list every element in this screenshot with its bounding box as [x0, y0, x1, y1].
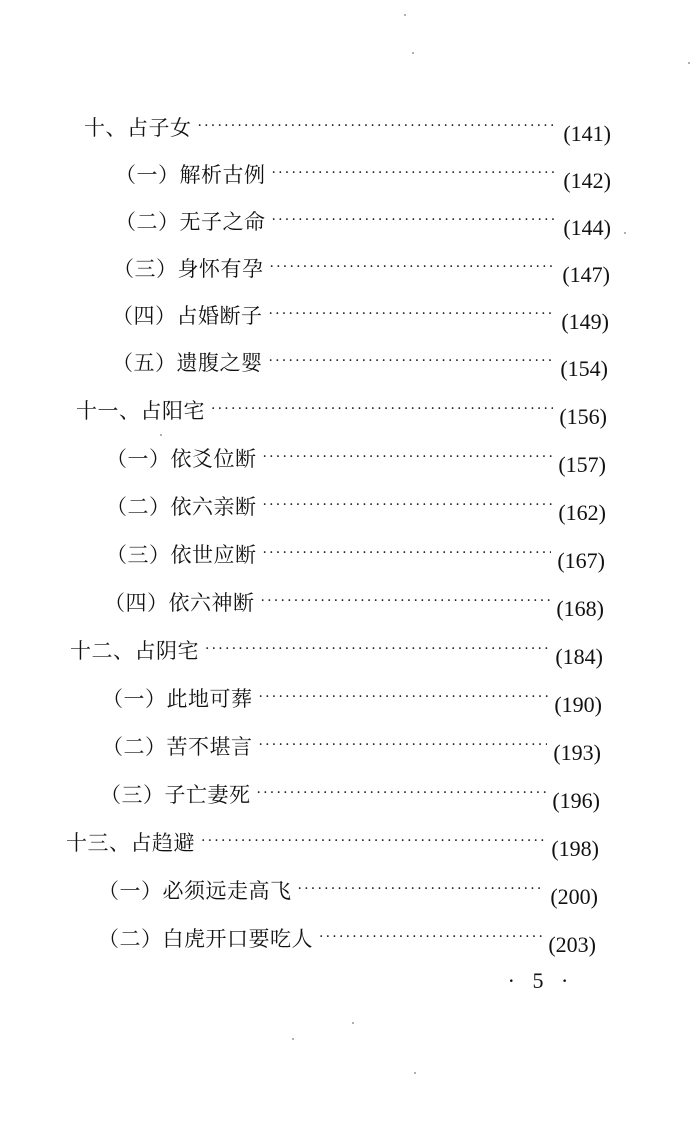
dot-leader [319, 926, 542, 948]
dot-leader [257, 782, 547, 804]
toc-entry [106, 540, 605, 573]
toc-entry-title: （一）依爻位断 [106, 447, 257, 471]
dot-leader [263, 542, 552, 564]
toc-entry-page: (196) [552, 788, 600, 813]
toc-entry [102, 732, 601, 765]
toc-entry [84, 113, 611, 146]
toc-entry-page: (190) [554, 692, 602, 717]
toc-entry-title: （三）身怀有孕 [113, 257, 264, 281]
toc-entry [98, 924, 596, 957]
page-number: · 5 · [507, 968, 575, 993]
toc-entry-title: （二）无子之命 [115, 210, 266, 234]
toc-entry-title: （一）必须远走高飞 [98, 879, 292, 903]
toc-entry [106, 492, 606, 525]
scan-speck [352, 1022, 354, 1024]
dot-leader [269, 303, 556, 325]
toc-entry-title: 十二、占阴宅 [70, 639, 199, 663]
dot-leader [259, 734, 548, 756]
toc-entry [102, 684, 602, 717]
toc-entry-title: 十三、占趋避 [66, 831, 195, 855]
dot-leader [272, 209, 558, 231]
scan-speck [624, 232, 626, 234]
toc-entry-page: (198) [551, 836, 599, 861]
toc-entry-title: （二）依六亲断 [106, 495, 257, 519]
toc-entry-title: （三）依世应断 [106, 543, 257, 567]
dot-leader [198, 115, 558, 137]
dot-leader [201, 830, 545, 852]
toc-entry [112, 301, 609, 334]
toc-entry-title: 十、占子女 [84, 116, 192, 140]
scan-speck [414, 1072, 416, 1074]
toc-entry-title: （五）遗腹之婴 [112, 351, 263, 375]
dot-leader [263, 494, 553, 516]
toc-entry [113, 254, 610, 287]
dot-leader [205, 638, 549, 660]
toc-entry-page: (157) [558, 452, 606, 477]
dot-leader [263, 446, 553, 468]
scan-speck [688, 62, 690, 64]
toc-entry [106, 444, 606, 477]
toc-entry-page: (154) [560, 356, 608, 381]
scan-speck [404, 14, 406, 16]
scan-speck [292, 1038, 294, 1040]
scan-speck [412, 52, 414, 54]
toc-entry [76, 396, 607, 429]
toc-entry-page: (184) [555, 644, 603, 669]
toc-entry-title: （二）苦不堪言 [102, 735, 253, 759]
toc-entry-title: （一）此地可葬 [102, 687, 253, 711]
toc-entry [66, 828, 599, 861]
toc-entry-page: (149) [561, 309, 609, 334]
toc-entry-page: (141) [563, 121, 611, 146]
toc-entry-title: （一）解析古例 [115, 163, 266, 187]
toc-entry [70, 636, 603, 669]
toc-entry-page: (144) [563, 215, 611, 240]
toc-entry [112, 348, 608, 381]
toc-entry-page: (168) [556, 596, 604, 621]
toc-entry [115, 207, 611, 240]
toc-entry-title: （四）占婚断子 [112, 304, 263, 328]
toc-entry-page: (147) [562, 262, 610, 287]
toc-entry-title: （三）子亡妻死 [100, 783, 251, 807]
toc-entry-page: (156) [559, 404, 607, 429]
dot-leader [211, 398, 553, 420]
dot-leader [259, 686, 549, 708]
dot-leader [261, 590, 551, 612]
toc-entry-title: （二）白虎开口要吃人 [98, 927, 313, 951]
toc-entry-page: (200) [550, 884, 598, 909]
toc-entry-title: （四）依六神断 [104, 591, 255, 615]
dot-leader [298, 878, 545, 900]
toc-entry-page: (167) [557, 548, 605, 573]
toc-entry-page: (162) [558, 500, 606, 525]
toc-entry [104, 588, 604, 621]
dot-leader [269, 350, 555, 372]
dot-leader [270, 256, 557, 278]
toc-entry [98, 876, 598, 909]
toc-entry-page: (203) [548, 932, 596, 957]
toc-entry [100, 780, 600, 813]
toc-entry [115, 160, 611, 193]
dot-leader [272, 162, 558, 184]
toc-entry-page: (193) [553, 740, 601, 765]
toc-entry-title: 十一、占阳宅 [76, 399, 205, 423]
toc-entry-page: (142) [563, 168, 611, 193]
scan-speck [160, 434, 162, 436]
